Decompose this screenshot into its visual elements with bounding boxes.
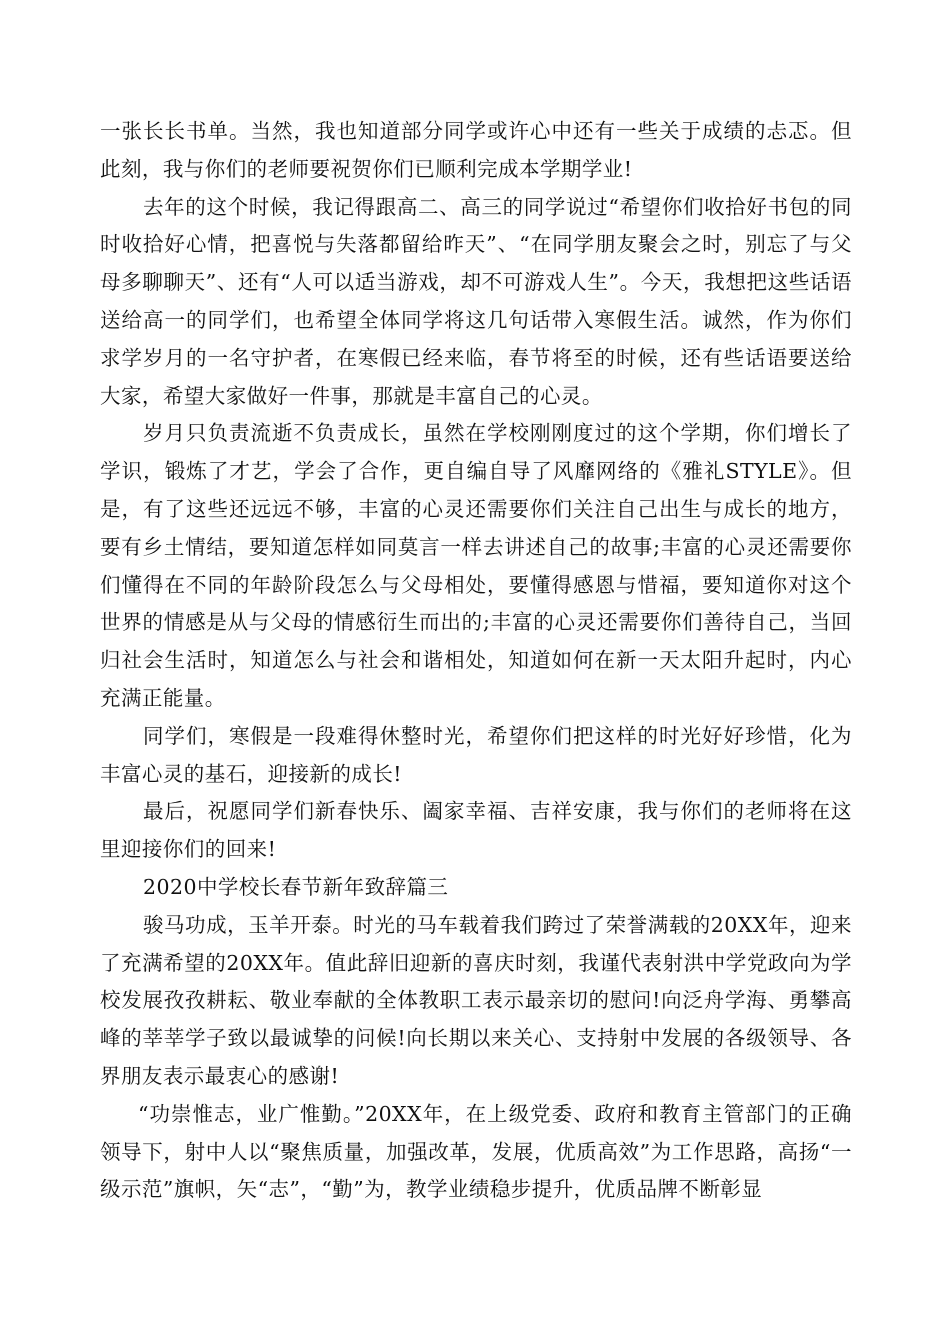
paragraph-last-year-advice: 去年的这个时候，我记得跟高二、高三的同学说过“希望你们收拾好书包的同时收拾好心情，把喜悦与失落都留给昨天”、“在同学朋友聚会之时，别忘了与父母多聊聊天”、还有“人可以适当游戏，却不可游戏人生”。今天，我想把这些话语送给高一的同学们，也希望全体同学将这几句话带入寒假生活。诚然，作为你们求学岁月的一名守护者，在寒假已经来临，春节将至的时候，还有些话语要送给大家，希望大家做好一件事，那就是丰富自己的心灵。 [100,194,852,408]
document-body [100,113,852,1209]
paragraph-closing-wishes: 最后，祝愿同学们新春快乐、阖家幸福、吉祥安康，我与你们的老师将在这里迎接你们的回来! [100,799,852,862]
paragraph-enrich-soul: 岁月只负责流逝不负责成长，虽然在学校刚刚度过的这个学期，你们增长了学识，锻炼了才艺，学会了合作，更自编自导了风靡网络的《雅礼STYLE》。但是，有了这些还远远不够，丰富的心灵还需要你们关注自己出生与成长的地方，要有乡土情结，要知道怎样如同莫言一样去讲述自己的故事;丰富的心灵还需要你们懂得在不同的年龄阶段怎么与父母相处，要懂得感恩与惜福，要知道你对这个世界的情感是从与父母的情感衍生而出的;丰富的心灵还需要你们善待自己，当回归社会生活时，知道怎么与社会和谐相处，知道如何在新一天太阳升起时，内心充满正能量。 [100,421,852,710]
section-heading: 2020中学校长春节新年致辞篇三 [143,874,449,899]
paragraph-new-year-greeting: 骏马功成，玉羊开泰。时光的马车载着我们跨过了荣誉满载的20XX年，迎来了充满希望的20XX年。值此辞旧迎新的喜庆时刻，我谨代表射洪中学党政向为学校发展孜孜耕耘、敬业奉献的全体教职工表示最亲切的慰问!向泛舟学海、勇攀高峰的莘莘学子致以最诚挚的问候!向长期以来关心、支持射中发展的各级领导、各界朋友表示最衷心的感谢! [100,912,852,1088]
paragraph-continuation: 一张长长书单。当然，我也知道部分同学或许心中还有一些关于成绩的忐忑。但此刻，我与你们的老师要祝贺你们已顺利完成本学期学业! [100,119,852,181]
paragraph-winter-break: 同学们，寒假是一段难得休整时光，希望你们把这样的时光好好珍惜，化为丰富心灵的基石，迎接新的成长! [100,723,852,786]
paragraph-achievements: “功崇惟志，业广惟勤。”20XX年，在上级党委、政府和教育主管部门的正确领导下，射中人以“聚焦质量，加强改革，发展，优质高效”为工作思路，高扬“一级示范”旗帜，矢“志”，“勤”为，教学业绩稳步提升，优质品牌不断彰显 [100,1101,852,1202]
